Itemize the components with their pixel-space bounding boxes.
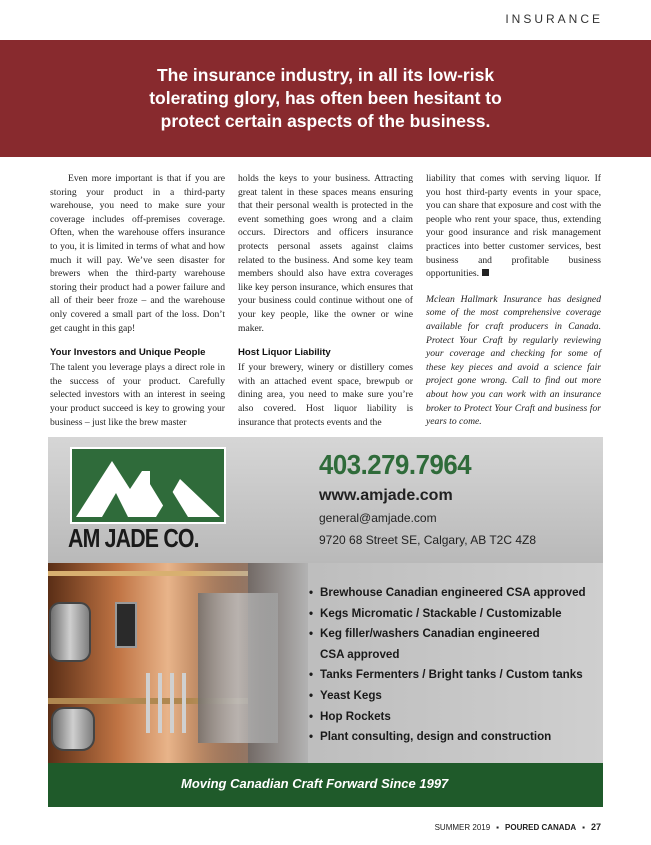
article-column-3: [426, 172, 601, 429]
list-item: CSA approved: [320, 647, 400, 661]
feature-list: [310, 583, 586, 748]
subheading-investors: Your Investors and Unique People: [50, 347, 206, 359]
website: www.amjade.com: [319, 487, 453, 504]
list-item: • Yeast Kegs: [310, 686, 586, 707]
list-item: • Kegs Micromatic / Stackable / Customizable: [310, 604, 586, 625]
article-column-2: [238, 172, 413, 429]
article-paragraph: holds the keys to your business. Attracting great talent in these spaces means ensuring that their personal wealth is protected in the event something goes wrong and a claim occurs. Directors and officers insurance protects personal assets against claims related to the business. And some key team members should also have extra coverages like key person insurance, which ensures that your business could continue without one of your key people, like the owner or wine maker.: [238, 173, 413, 334]
pullquote-text: The insurance industry, in all its low-risk tolerating glory, has often been hesitant to protect certain aspects of the business.: [149, 65, 502, 131]
page-number: 27: [590, 822, 601, 832]
company-name: AM JADE CO.: [68, 523, 199, 553]
list-item: • Tanks Fermenters / Bright tanks / Custom tanks: [310, 665, 586, 686]
promo-paragraph: Mclean Hallmark Insurance has designed some of the most comprehensive coverage available for craft producers in Canada. Protect Your Craft by regularly reviewing your coverage and checking for some of these key pieces and avoid a science fair project gone wrong. Call to find out more about how you can work with an insurance broker to Protect Your Craft and business for years to come.: [426, 293, 601, 428]
email: general@amjade.com: [319, 511, 437, 525]
section-label: INSURANCE: [505, 12, 603, 26]
phone-number: 403.279.7964: [319, 449, 472, 480]
article-paragraph-text: liability that comes with serving liquor. If you host third-party events in your space, you can share that exposure and cost with the people who rent your space, thus, extending your good insurance and risk management practices into better customer services, best business and profitable business opportunities.: [426, 173, 601, 280]
advertisement: [48, 437, 603, 807]
article-paragraph: If your brewery, winery or distillery comes with an attached event space, brewpub or dining area, you need to make sure you’re also covered. Host liquor liability is insurance that protects events and the: [238, 362, 413, 428]
ad-features: [48, 563, 603, 763]
list-item: • Hop Rockets: [310, 707, 586, 728]
separator: ▪: [496, 823, 500, 832]
issue-date: SUMMER 2019: [434, 823, 491, 832]
list-item: • Keg filler/washers Canadian engineered: [310, 624, 586, 645]
page-footer: [435, 822, 601, 832]
subheading-host-liquor: Host Liquor Liability: [238, 347, 331, 359]
article-paragraph: [426, 172, 601, 281]
article-paragraph: Even more important is that if you are storing your product in a third-party warehouse, you need to make sure your coverage includes off-premises coverage. Often, when the warehouse offers insurance to you, it is limited in terms of what and how much it will pay. We’ve seen disaster for brewers when the third-party warehouse storing their product had a power failure and all of their beer froze – and the warehouse only covered a small part of the loss. Don’t get caught in this gap!: [50, 173, 225, 334]
separator: ▪: [582, 823, 585, 832]
brewery-equipment-photo: [48, 563, 308, 763]
article-column-1: [50, 172, 225, 429]
magazine-name: POURED CANADA: [505, 823, 577, 832]
tagline: Moving Canadian Craft Forward Since 1997: [181, 776, 449, 791]
article-paragraph: The talent you leverage plays a direct role in the success of your product. Carefully selected investors with an interest in seeing your product succeed is key to growing your business – just like the brew master: [50, 362, 225, 428]
ad-header: [48, 437, 603, 563]
pullquote-banner: [0, 40, 651, 157]
address: 9720 68 Street SE, Calgary, AB T2C 4Z8: [319, 533, 537, 547]
am-logo-icon: [70, 447, 226, 524]
ad-tagline-bar: [48, 763, 603, 807]
list-item: • Brewhouse Canadian engineered CSA approved: [310, 583, 586, 604]
end-mark-icon: [482, 269, 489, 276]
list-item: • Plant consulting, design and construction: [310, 727, 586, 748]
